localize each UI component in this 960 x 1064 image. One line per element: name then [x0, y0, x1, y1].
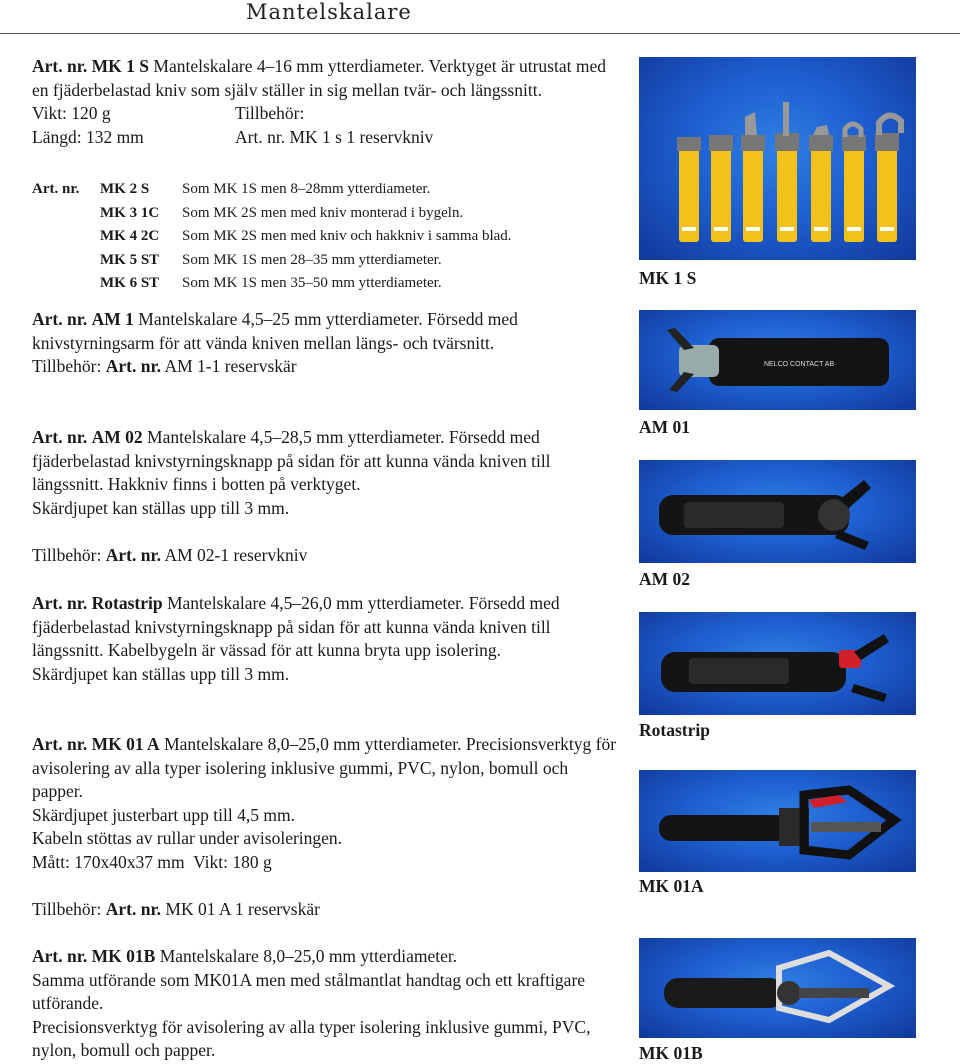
yellow-tool — [709, 135, 733, 242]
mk01b-tool-image — [639, 938, 916, 1038]
rotastrip-tool-image — [639, 612, 916, 715]
product-code: AM 1 — [91, 309, 134, 329]
accessory-value: AM 1-1 reservskär — [164, 356, 297, 376]
photo-mk01b — [639, 938, 916, 1038]
product-description: Mantelskalare 8,0–25,0 mm ytterdiameter. — [159, 946, 458, 966]
photo-am02 — [639, 460, 916, 563]
yellow-tool — [875, 115, 901, 242]
product-code: MK 01B — [91, 946, 156, 966]
variant-row — [32, 202, 512, 226]
product-description: Mantelskalare 4,5–28,5 mm ytterdiameter. Försedd med fjäderbelastad knivstyrningsknapp på sidan för att kunna vända kniven till längssnitt. Hakkniv finns i botten på verktyget. — [32, 427, 551, 494]
mk01a-accessory — [32, 898, 617, 922]
art-label: Art. nr. — [105, 899, 162, 919]
caption-mk1s: MK 1 S — [639, 268, 697, 288]
caption-mk01b: MK 01B — [639, 1043, 703, 1063]
cut-depth: Skärdjupet kan ställas upp till 3 mm. — [32, 497, 290, 518]
accessory-label: Tillbehör: — [32, 545, 102, 565]
art-label: Art. nr. — [32, 734, 88, 754]
accessory-value: MK 01 A 1 reservskär — [165, 899, 320, 919]
variant-desc: Som MK 1S men 8–28mm ytterdiameter. — [182, 181, 431, 197]
photo-mk1s — [639, 57, 916, 260]
accessory-value: Art. nr. MK 1 s 1 reservkniv — [235, 126, 434, 147]
am02-section — [32, 426, 617, 520]
accessory-label: Tillbehör: — [32, 899, 102, 919]
precision-note: Precisionsverktyg för avisolering av alla typer isolering inklusive gummi, PVC, nylon, bomull och papper. — [32, 1016, 591, 1060]
product-description: Mantelskalare 8,0–25,0 mm ytterdiameter. Precisionsverktyg för avisolering av alla typer isolering inklusive gummi, PVC, nylon, bomull och papper. — [32, 734, 617, 801]
tool-brand-label: NELCO CONTACT AB — [764, 361, 835, 368]
caption-mk01a: MK 01A — [639, 876, 704, 896]
variant-code: MK 4 2C — [100, 228, 160, 245]
yellow-tool — [842, 124, 866, 242]
variant-desc: Som MK 2S men med kniv monterad i bygeln. — [182, 204, 464, 221]
mk1s-section — [32, 55, 617, 149]
am01-tool-image — [639, 310, 916, 410]
variant-code: MK 5 ST — [100, 251, 160, 268]
length: Längd: 132 mm — [32, 126, 144, 147]
art-label: Art. nr. — [32, 181, 80, 197]
variant-row — [32, 272, 512, 296]
art-label: Art. nr. — [32, 309, 88, 329]
am02-tool-image — [639, 460, 916, 563]
variant-list — [32, 178, 512, 296]
tool-handle — [664, 978, 784, 1008]
variant-row — [32, 178, 512, 202]
accessory-label: Tillbehör: — [235, 103, 305, 123]
variant-desc: Som MK 1S men 35–50 mm ytterdiameter. — [182, 275, 442, 292]
yellow-tool — [775, 102, 799, 242]
product-code: MK 1 S — [91, 56, 150, 76]
am02-accessory — [32, 544, 617, 568]
caption-rotastrip: Rotastrip — [639, 720, 710, 740]
product-code: AM 02 — [91, 427, 143, 447]
weight-accessory-row — [32, 102, 617, 126]
variant-row — [32, 249, 512, 273]
product-code: Rotastrip — [91, 593, 163, 613]
header-rule — [0, 33, 960, 34]
cut-depth: Skärdjupet justerbart upp till 4,5 mm. — [32, 804, 295, 825]
variant-row — [32, 225, 512, 249]
art-label: Art. nr. — [32, 593, 88, 613]
mk1s-tools-image — [639, 57, 916, 260]
art-label: Art. nr. — [32, 946, 88, 966]
mk01b-section — [32, 945, 617, 1063]
product-description: Mantelskalare 4–16 mm ytterdiameter. Verktyget är utrustat med en fjäderbelastad kniv som själv ställer in sig mellan tvär- och längssnitt. — [32, 56, 606, 100]
photo-am01 — [639, 310, 916, 410]
cable-support: Kabeln stöttas av rullar under avisoleringen. — [32, 828, 343, 848]
art-label: Art. nr. — [105, 356, 162, 376]
variant-code: MK 6 ST — [100, 275, 160, 292]
art-label: Art. nr. — [105, 545, 162, 565]
variant-code: MK 2 S — [100, 181, 150, 197]
accessory-label: Tillbehör: — [32, 356, 102, 376]
accessory-value: AM 02-1 reservkniv — [164, 545, 308, 565]
tool-handle — [659, 815, 789, 841]
product-description: Mantelskalare 4,5–25 mm ytterdiameter. Försedd med knivstyrningsarm för att vända kniven mellan längs- och tvärsnitt. — [32, 309, 518, 353]
art-label: Art. nr. — [32, 427, 88, 447]
product-code: MK 01 A — [91, 734, 160, 754]
weight: Vikt: 120 g — [32, 103, 111, 123]
yellow-tool — [809, 125, 833, 242]
art-label: Art. nr. — [32, 56, 88, 76]
variant-desc: Som MK 2S men med kniv och hakkniv i samma blad. — [182, 228, 512, 245]
length-accessory-row — [32, 126, 617, 150]
same-design-note: Samma utförande som MK01A men med stålmantlat handtag och ett kraftigare utförande. — [32, 969, 586, 1013]
mk01a-tool-image — [639, 770, 916, 872]
mk01a-section — [32, 733, 617, 874]
yellow-tool — [741, 112, 765, 242]
photo-mk01a — [639, 770, 916, 872]
dimensions-weight: Mått: 170x40x37 mm Vikt: 180 g — [32, 851, 272, 872]
variant-desc: Som MK 1S men 28–35 mm ytterdiameter. — [182, 251, 442, 268]
yellow-tool — [677, 137, 701, 242]
photo-rotastrip — [639, 612, 916, 715]
page-header-title: Mantelskalare — [246, 0, 412, 24]
rotastrip-section — [32, 592, 617, 686]
accessory-line — [32, 355, 617, 379]
caption-am01: AM 01 — [639, 417, 691, 437]
product-description: Mantelskalare 4,5–26,0 mm ytterdiameter. Försedd med fjäderbelastad knivstyrningsknapp på sidan för att kunna vända kniven till längssnitt. Kabelbygeln är vässad för att kunna bryta upp isolering. — [32, 593, 560, 660]
caption-am02: AM 02 — [639, 569, 691, 589]
cut-depth: Skärdjupet kan ställas upp till 3 mm. — [32, 663, 290, 684]
am1-section — [32, 308, 617, 379]
variant-code: MK 3 1C — [100, 204, 160, 221]
